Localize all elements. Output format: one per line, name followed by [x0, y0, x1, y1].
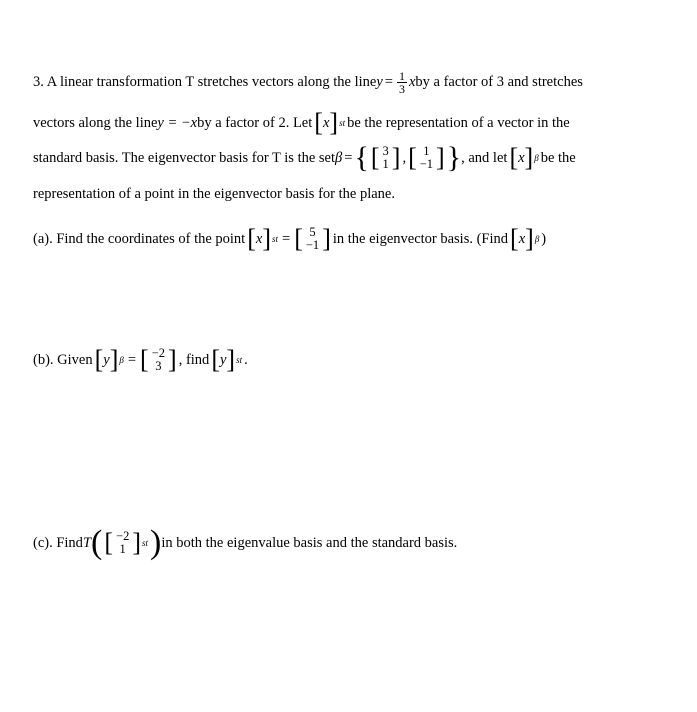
- bracket-left: [: [408, 143, 417, 172]
- fraction-denominator: 3: [398, 82, 405, 96]
- bracket-right: ]: [132, 528, 141, 557]
- vector-bottom: 1: [382, 157, 389, 171]
- bracket-left: [: [211, 345, 220, 375]
- subscript-st: st: [339, 118, 346, 128]
- problem-text: be the representation of a vector in the: [347, 114, 570, 131]
- x-var: x: [518, 149, 525, 166]
- eq-equals: =: [282, 230, 291, 247]
- basis-vector-2: [408, 145, 445, 171]
- vector-entries: [149, 347, 168, 373]
- problem-text: , and let: [461, 149, 508, 166]
- bracket-right: ]: [322, 224, 331, 254]
- problem-text: by a factor of 3 and stretches: [415, 74, 583, 90]
- part-a-text: (a). Find the coordinates of the point: [33, 230, 246, 247]
- problem-text: vectors along the line: [33, 114, 158, 131]
- bracket-left: [: [510, 224, 519, 254]
- part-c: [33, 526, 457, 560]
- y-beta-notation: [95, 347, 124, 373]
- vector-top: −2: [116, 528, 130, 543]
- bracket-right: ]: [524, 143, 534, 172]
- eq-equals: =: [384, 74, 393, 90]
- bracket-left: [: [104, 528, 114, 557]
- brace-right: }: [446, 141, 462, 174]
- part-c-text: in both the eigenvalue basis and the standard basis.: [161, 534, 458, 551]
- brace-left: {: [354, 141, 369, 174]
- part-a-text: in the eigenvector basis. (Find: [332, 230, 509, 247]
- vector-entries: [380, 145, 392, 171]
- vector-top: −2: [151, 346, 166, 360]
- bracket-left: [: [509, 143, 519, 172]
- eq-equals: =: [127, 351, 137, 368]
- y-var: y: [219, 351, 227, 368]
- part-c-text: (c). Find: [33, 534, 83, 551]
- subscript-st: st: [142, 538, 149, 548]
- eq-y: y: [376, 74, 383, 90]
- c-vector: [104, 530, 148, 556]
- bracket-right: ]: [391, 143, 401, 172]
- basis-vector-1: [371, 145, 401, 171]
- vector-entries: [303, 226, 322, 252]
- part-b-text: (b). Given: [33, 351, 93, 368]
- bracket-right: ]: [525, 224, 534, 254]
- bracket-right: ]: [436, 143, 445, 172]
- part-a: [33, 226, 546, 252]
- vector-bottom: 3: [155, 359, 162, 374]
- part-b: [33, 347, 248, 373]
- bracket-right: ]: [168, 345, 177, 375]
- vector-bottom: 1: [119, 542, 126, 556]
- subscript-beta: β: [534, 234, 540, 245]
- x-st-notation: [314, 110, 345, 136]
- x-st-notation: [247, 226, 278, 252]
- bracket-left: [: [94, 345, 104, 375]
- bracket-left: [: [247, 224, 256, 254]
- y-var: y: [103, 351, 110, 368]
- subscript-beta: β: [119, 355, 124, 366]
- paren-right: ): [150, 524, 162, 561]
- vector-top: 3: [382, 143, 389, 158]
- problem-line-1: [33, 70, 583, 95]
- subscript-st: st: [236, 355, 243, 366]
- part-b-text: .: [244, 351, 248, 368]
- problem-line-4: [33, 186, 395, 203]
- bracket-right: ]: [109, 345, 119, 375]
- point-vector: [294, 226, 331, 252]
- x-var: x: [255, 230, 263, 247]
- vector-entries: [417, 145, 436, 171]
- x-beta-notation: [509, 145, 538, 171]
- x-beta-notation: [510, 226, 539, 252]
- problem-line-3: [33, 143, 576, 173]
- bracket-right: ]: [329, 108, 339, 137]
- vector-top: 1: [423, 143, 430, 158]
- part-b-text: , find: [178, 351, 210, 368]
- vector-top: 5: [309, 225, 316, 239]
- transform-T: T: [82, 534, 92, 551]
- vector-bottom: −1: [419, 157, 434, 171]
- x-var: x: [518, 230, 526, 247]
- subscript-beta: β: [534, 153, 539, 163]
- beta-symbol: β: [335, 149, 343, 166]
- bracket-left: [: [314, 108, 323, 137]
- bracket-right: ]: [262, 224, 271, 254]
- problem-line-2: [33, 110, 570, 136]
- problem-text: representation of a point in the eigenvector basis for the plane.: [33, 186, 395, 202]
- fraction-one-third: [397, 70, 407, 95]
- part-a-text: ): [541, 230, 547, 247]
- problem-text: by a factor of 2. Let: [197, 114, 313, 131]
- y-st-notation: [211, 347, 242, 373]
- eq-x: x: [408, 74, 416, 90]
- eq-y-neg-x: y = −x: [157, 114, 198, 131]
- vector-entries: [113, 530, 132, 556]
- problem-text: be the: [540, 149, 576, 166]
- bracket-left: [: [140, 345, 149, 375]
- bracket-left: [: [294, 224, 303, 254]
- x-var: x: [322, 114, 330, 131]
- problem-text: 3. A linear transformation T stretches vectors along the line: [33, 74, 377, 90]
- paren-left: (: [91, 524, 103, 561]
- subscript-st: st: [272, 234, 279, 245]
- bracket-right: ]: [226, 345, 236, 375]
- problem-text: standard basis. The eigenvector basis for T is the set: [33, 149, 336, 166]
- fraction-numerator: 1: [398, 69, 405, 83]
- bracket-left: [: [370, 143, 380, 172]
- y-vector: [140, 347, 177, 373]
- eq-equals: =: [344, 149, 353, 166]
- vector-bottom: −1: [305, 238, 320, 253]
- comma: ,: [402, 149, 407, 166]
